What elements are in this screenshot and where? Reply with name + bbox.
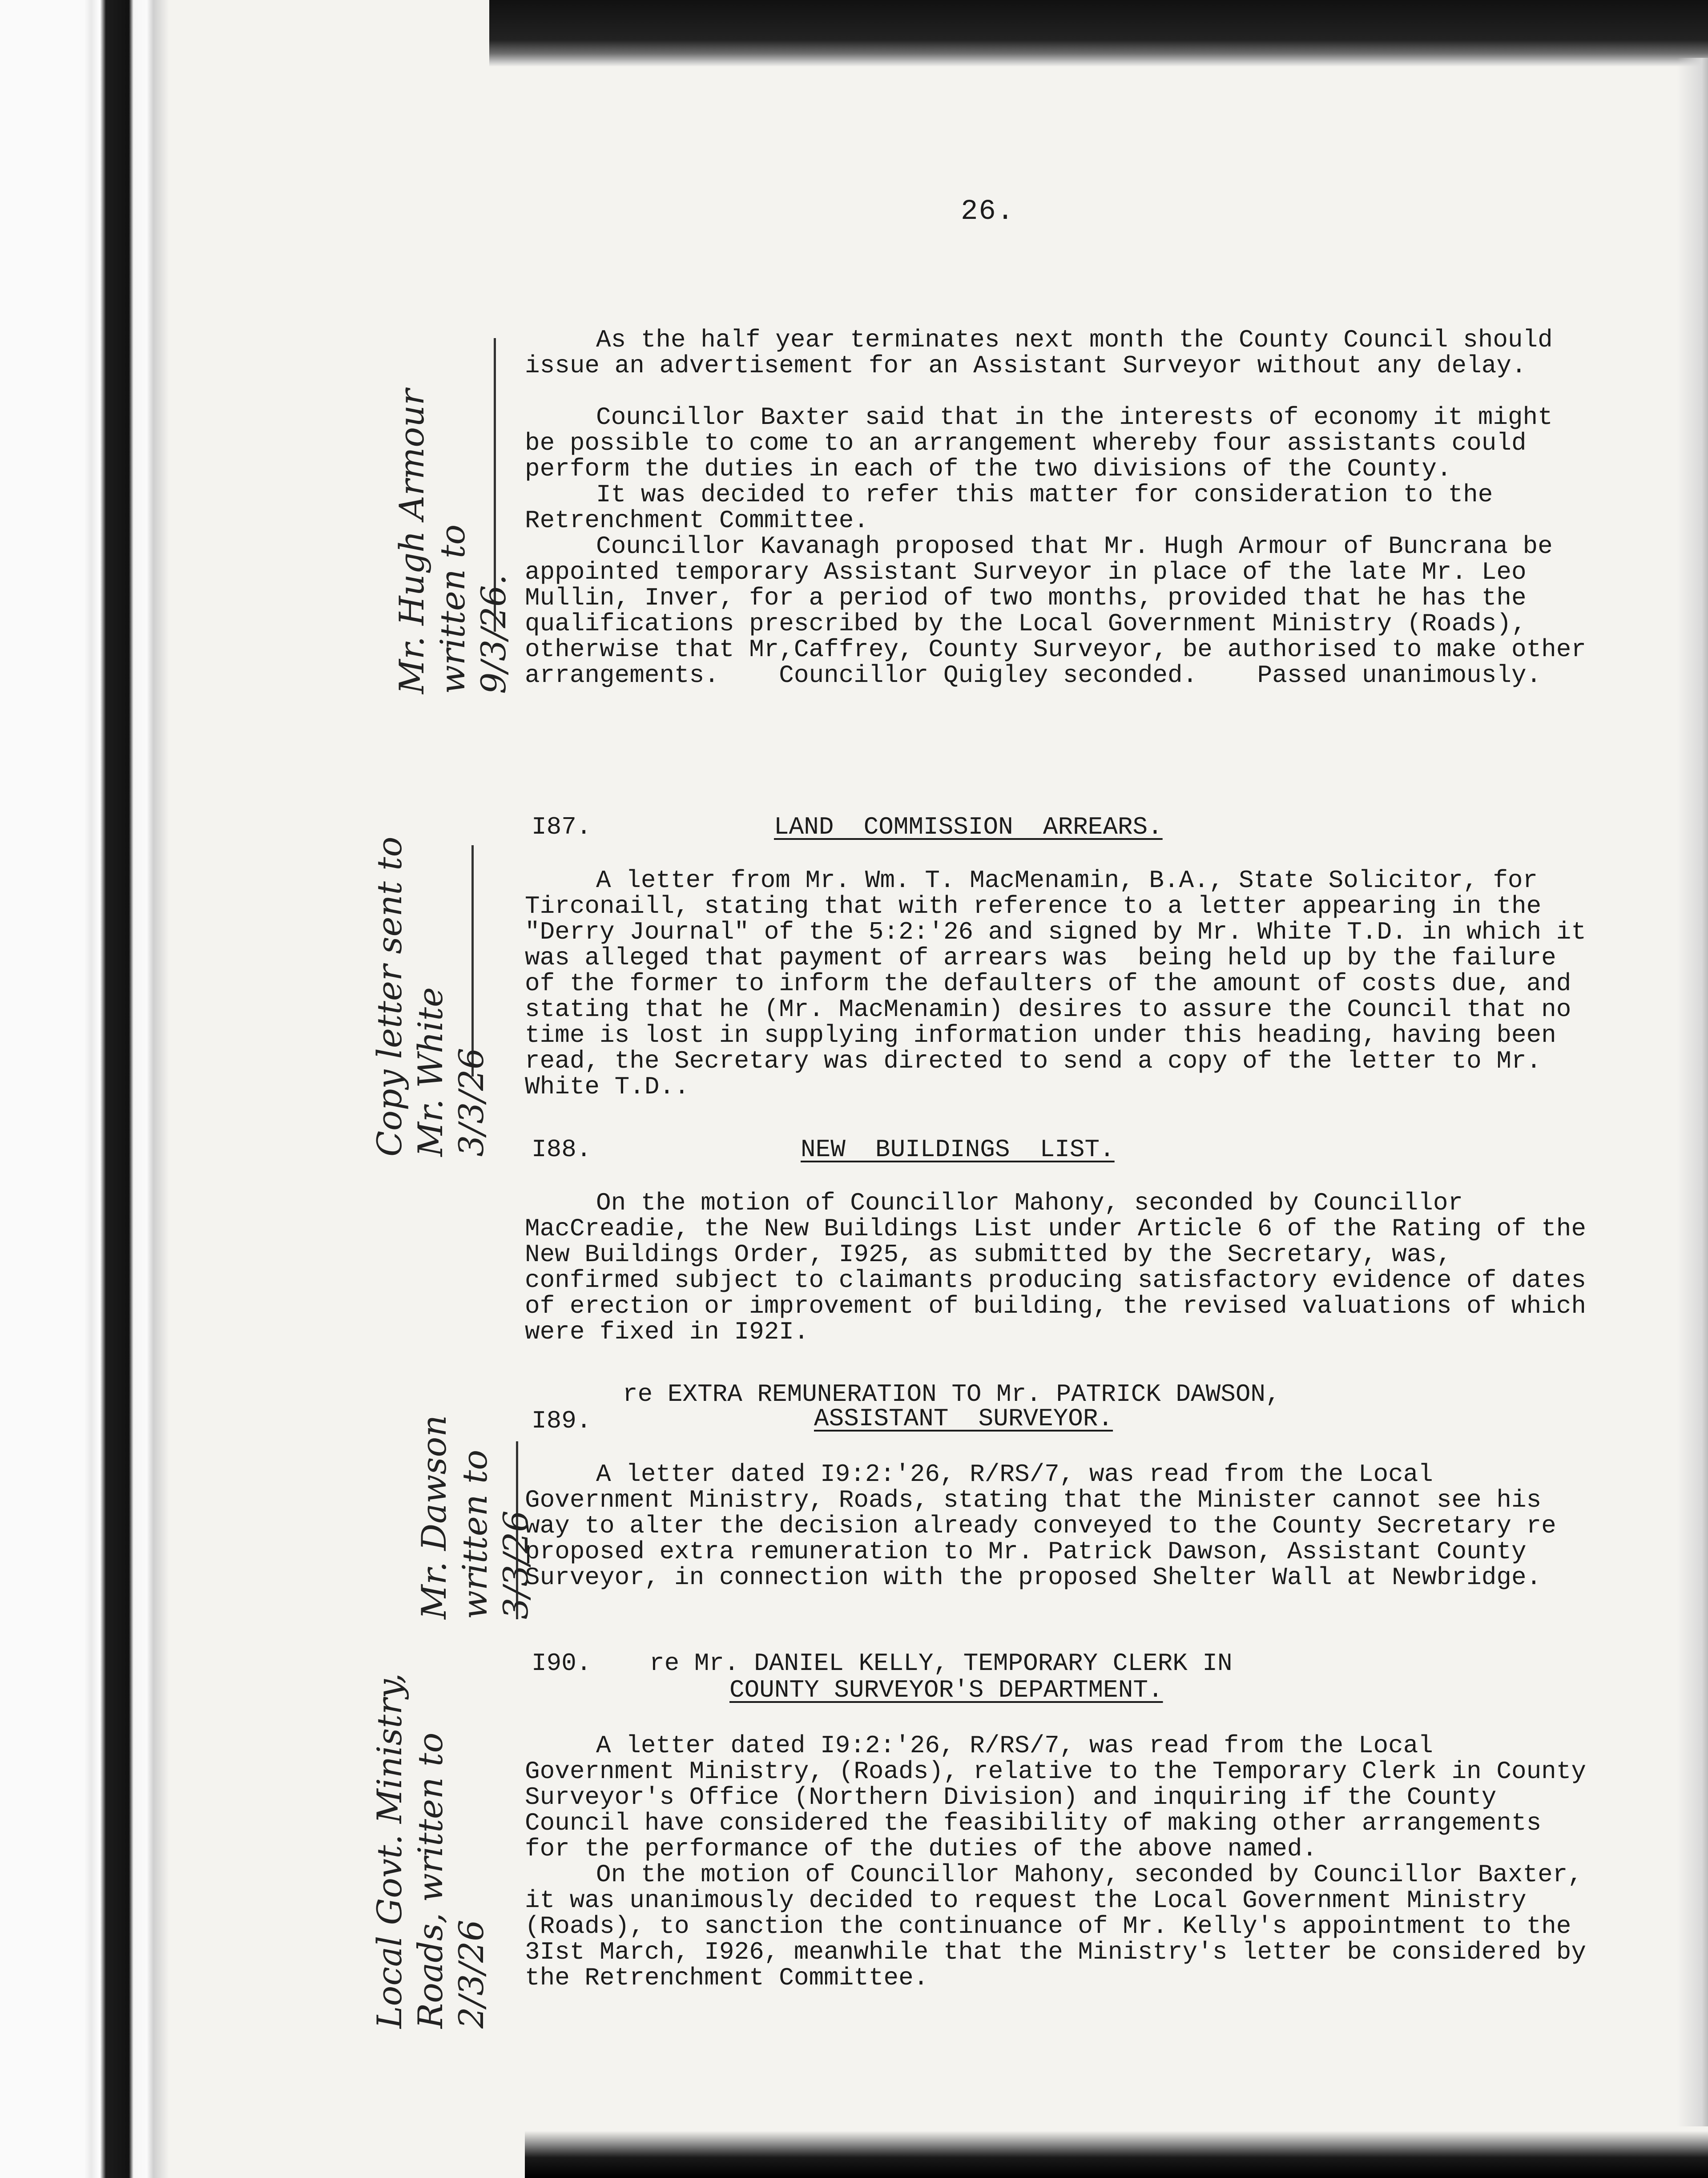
paragraph: It was decided to refer this matter for consideration to the Retrenchment Committee. (525, 480, 1508, 535)
scan-right-edge (1677, 58, 1708, 2126)
section-body (525, 1189, 1601, 1346)
section-number: I88. (532, 1135, 592, 1164)
section-body (525, 1461, 1592, 1590)
paragraph: A letter from Mr. Wm. T. MacMenamin, B.A., State Solicitor, for Tirconaill, stating that with reference to a letter appearing in the "Derry Journal" of the 5:2:'26 and signed by Mr. White T.D. in which it was alleged that payment of arrears was being held up by the failure of the former to inform the defaulters of the amount of costs due, and stating that he (Mr. MacMenamin) desires to assure the Council that no time is lost in supplying information under this heading, having been read, the Secretary was directed to send a copy of the letter to Mr. White T.D.. (525, 866, 1601, 1101)
paragraph: On the motion of Councillor Mahony, seconded by Councillor MacCreadie, the New Buildings List under Article 6 of the Rating of the New Buildings Order, I925, as submitted by the Secretary, was, confirmed subject to claimants producing satisfactory evidence of dates of erection or improvement of building, the revised valuations of which were fixed in I92I. (525, 1189, 1601, 1346)
paragraph: As the half year terminates next month the County Council should issue an advertisement for an Assistant Surveyor without any delay. (525, 326, 1568, 380)
section-title-line: re Mr. DANIEL KELLY, TEMPORARY CLERK IN (649, 1649, 1233, 1678)
section-number: I90. (532, 1649, 592, 1678)
section-number: I89. (532, 1407, 592, 1435)
handwritten-margin-note: Copy letter sent to Mr. White 3/3/26 (370, 836, 491, 1157)
paragraph: Councillor Kavanagh proposed that Mr. Hugh Armour of Buncrana be appointed temporary Assistant Surveyor in place of the late Mr. Leo Mullin, Inver, for a period of two months, provided that he has the qualifications prescribed by the Local Government Ministry (Roads), otherwise that Mr,Caffrey, County Surveyor, be authorised to make other arrangements. Councillor Quigley seconded. Passed unanimously. (525, 532, 1601, 690)
section-body (525, 1731, 1601, 1992)
intro-block (525, 326, 1601, 690)
section-number: I87. (532, 813, 592, 841)
paragraph: A letter dated I9:2:'26, R/RS/7, was read from the Local Government Ministry, Roads, stating that the Minister cannot see his way to alter the decision already conveyed to the County Secretary re proposed extra remuneration to Mr. Patrick Dawson, Assistant County Surveyor, in connection with the proposed Shelter Wall at Newbridge. (525, 1460, 1571, 1592)
scan-top-edge (489, 0, 1708, 67)
section-title-line: re EXTRA REMUNERATION TO Mr. PATRICK DAWSON, (623, 1380, 1281, 1408)
scan-bottom-edge (525, 2131, 1708, 2178)
section-title: COUNTY SURVEYOR'S DEPARTMENT. (729, 1676, 1163, 1704)
paragraph: A letter dated I9:2:'26, R/RS/7, was read from the Local Government Ministry, (Roads), relative to the Temporary Clerk in County Surveyor's Office (Northern Division) and inquiring if the County Council have considered the feasibility of making other arrangements for the performance of the duties of the above named. (525, 1731, 1601, 1863)
section-body (525, 866, 1601, 1101)
handwritten-margin-note: Mr. Dawson written to 3/3/26 (414, 1415, 536, 1619)
section-title: ASSISTANT SURVEYOR. (814, 1404, 1113, 1433)
page-number: 26. (961, 196, 1015, 228)
paragraph: Councillor Baxter said that in the interests of economy it might be possible to come to an arrangement whereby four assistants could perform the duties in each of the two divisions of the County. (525, 403, 1568, 483)
handwritten-margin-note: Mr. Hugh Armour written to 9/3/26. (392, 389, 513, 694)
scan-binding-edge (0, 0, 191, 2178)
section-title: LAND COMMISSION ARREARS. (774, 813, 1163, 841)
section-title: NEW BUILDINGS LIST. (801, 1135, 1115, 1164)
paragraph: On the motion of Councillor Mahony, seconded by Councillor Baxter, it was unanimously decided to request the Local Government Ministry (Roads), to sanction the continuance of Mr. Kelly's appointment to the 3Ist March, I926, meanwhile that the Ministry's letter be considered by the Retrenchment Committee. (525, 1860, 1601, 1992)
handwritten-margin-note: Local Govt. Ministry, Roads, written to 2/3/26 (370, 1673, 491, 2029)
